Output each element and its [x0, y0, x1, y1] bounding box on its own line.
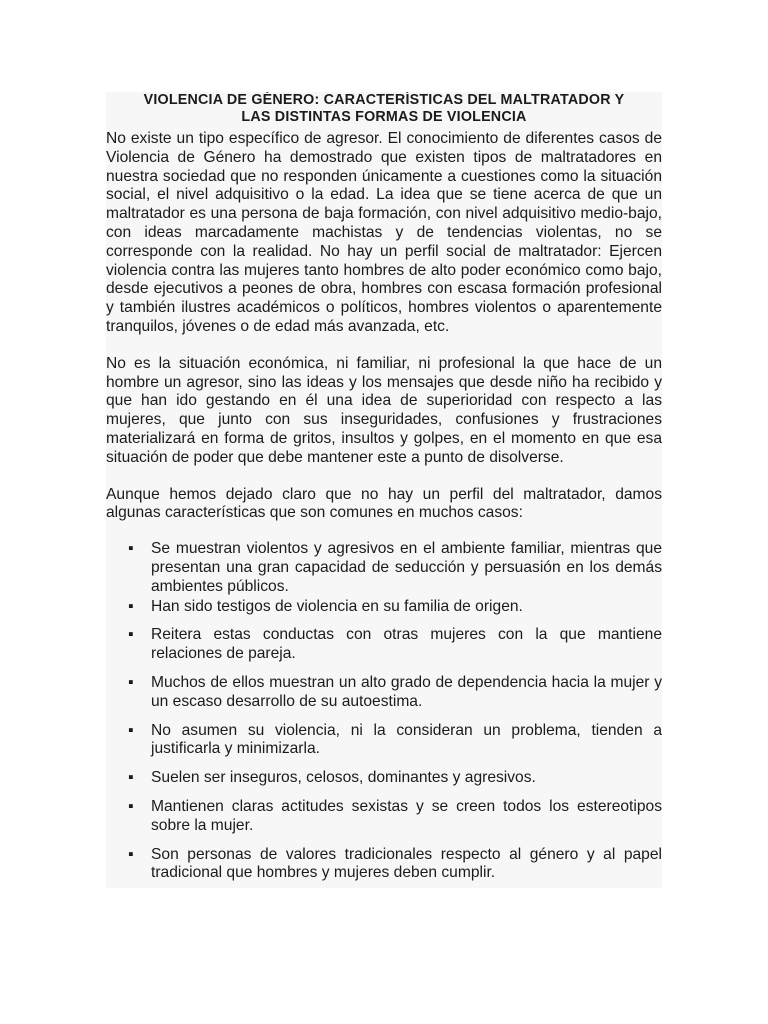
bullet-icon: ▪ — [128, 797, 134, 815]
list-item-text: Han sido testigos de violencia en su familia de origen. — [151, 597, 523, 615]
document-page — [106, 92, 662, 888]
list-item — [106, 598, 662, 617]
list-item — [106, 540, 662, 596]
bullet-icon: ▪ — [128, 597, 134, 615]
paragraph-2: No es la situación económica, ni familiar, ni profesional la que hace de un hombre un agresor, sino las ideas y los mensajes que desde niño ha recibido y que han ido gestando en él una idea de superioridad con respecto a las mujeres, que junto con sus inseguridades, confusiones y frustraciones materializará en forma de gritos, insultos y golpes, en el momento en que esa situación de poder que debe mantener este a punto de disolverse. — [106, 354, 662, 466]
bullet-icon: ▪ — [128, 769, 134, 787]
list-item-text: Reitera estas conductas con otras mujeres con la que mantiene relaciones de pareja. — [151, 626, 662, 663]
bullet-icon: ▪ — [128, 626, 134, 644]
list-item-text: Suelen ser inseguros, celosos, dominantes y agresivos. — [151, 769, 536, 787]
list-item — [106, 798, 662, 836]
list-item-text: Muchos de ellos muestran un alto grado de dependencia hacia la mujer y un escaso desarrollo de su autoestima. — [151, 673, 662, 710]
document-title-line-1: VIOLENCIA DE GÉNERO: CARACTERÍSTICAS DEL MALTRATADOR Y — [143, 92, 625, 108]
list-item — [106, 846, 662, 884]
bullet-icon: ▪ — [128, 845, 134, 863]
bullet-icon: ▪ — [128, 540, 134, 558]
paragraph-3: Aunque hemos dejado claro que no hay un perfil del maltratador, damos algunas características que son comunes en muchos casos: — [106, 485, 662, 522]
list-item-text: Mantienen claras actitudes sexistas y se creen todos los estereotipos sobre la mujer. — [151, 797, 662, 834]
document-title — [106, 92, 662, 126]
list-item — [106, 722, 662, 760]
list-item-text: Se muestran violentos y agresivos en el ambiente familiar, mientras que presentan una gran capacidad de seducción y persuasión en los demás ambientes públicos. — [151, 540, 662, 595]
list-item-text: Son personas de valores tradicionales respecto al género y al papel tradicional que hombres y mujeres deben cumplir. — [151, 845, 662, 882]
bullet-icon: ▪ — [128, 673, 134, 691]
paragraph-1: No existe un tipo específico de agresor. El conocimiento de diferentes casos de Violencia de Género ha demostrado que existen tipos de maltratadores en nuestra sociedad que no responden únicamente a cuestiones como la situación social, el nivel adquisitivo o la edad. La idea que se tiene acerca de que un maltratador es una persona de baja formación, con nivel adquisitivo medio-bajo, con ideas marcadamente machistas y de tendencias violentas, no se corresponde con la realidad. No hay un perfil social de maltratador: Ejercen violencia contra las mujeres tanto hombres de alto poder económico como bajo, desde ejecutivos a peones de obra, hombres con escasa formación profesional y también ilustres académicos o políticos, hombres violentos o aparentemente tranquilos, jóvenes o de edad más avanzada, etc. — [106, 130, 662, 335]
list-item — [106, 626, 662, 664]
list-item — [106, 769, 662, 788]
bullet-icon: ▪ — [128, 721, 134, 739]
list-item — [106, 674, 662, 712]
document-title-line-2: LAS DISTINTAS FORMAS DE VIOLENCIA — [241, 109, 527, 125]
list-item-text: No asumen su violencia, ni la consideran un problema, tienden a justificarla y minimizarla. — [151, 721, 662, 758]
characteristics-list — [106, 540, 662, 883]
